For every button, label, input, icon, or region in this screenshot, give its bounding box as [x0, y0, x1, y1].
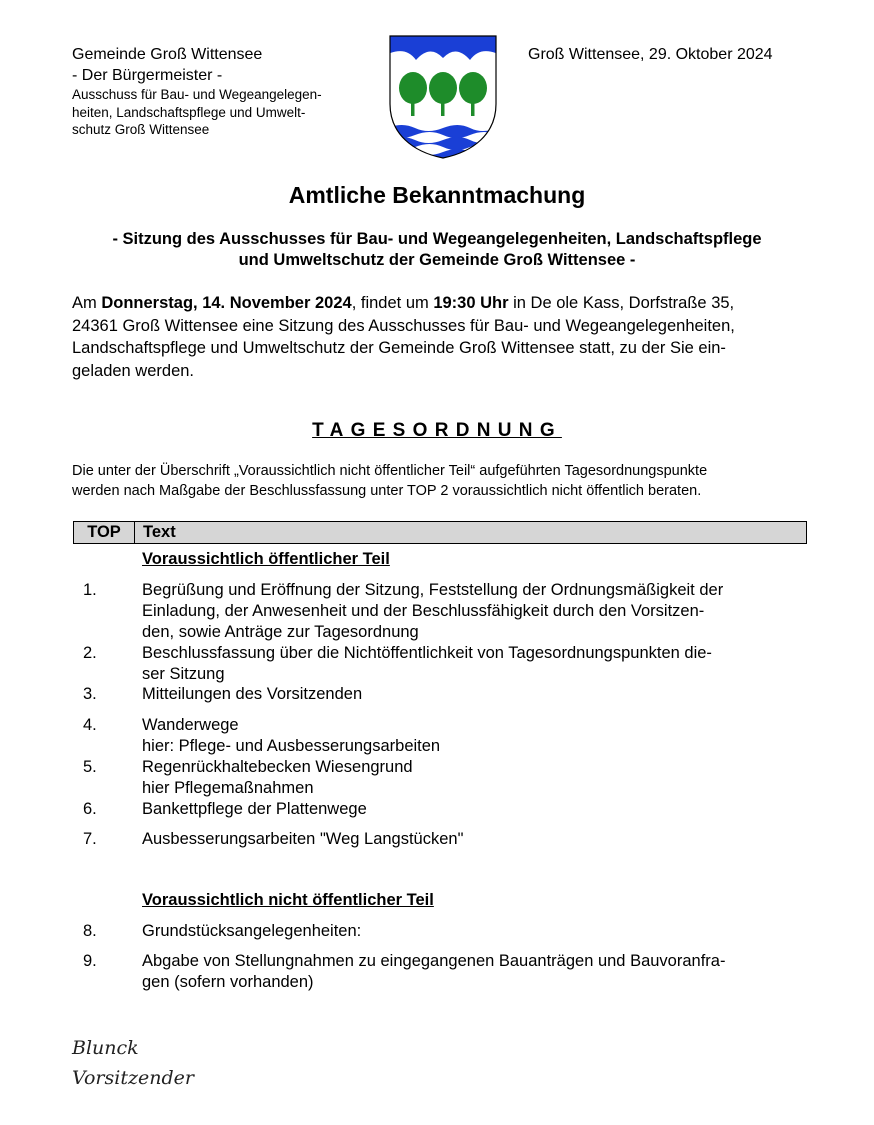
agenda-item-number: 5.: [83, 758, 97, 776]
agenda-item-line: Grundstücksangelegenheiten:: [142, 922, 362, 940]
column-header-top: TOP: [74, 522, 135, 543]
note-line: Die unter der Überschrift „Voraussichtlich nicht öffentlicher Teil“ aufgeführten Tagesordnungspunkte: [72, 463, 708, 479]
place-date: Groß Wittensee, 29. Oktober 2024: [528, 46, 773, 63]
sender-block: [72, 44, 322, 139]
intro-line: [72, 292, 812, 315]
signature-name: Blunck: [72, 1037, 139, 1059]
intro-text: Am: [72, 294, 102, 312]
agenda-item-number: 3.: [83, 685, 97, 703]
column-header-text: Text: [143, 523, 176, 541]
agenda-item-text: [142, 951, 802, 993]
agenda-item-number: 8.: [83, 922, 97, 940]
agenda-item-number: 9.: [83, 952, 97, 970]
signature: [72, 1033, 194, 1093]
agenda-item-line: Wanderwege: [142, 716, 239, 734]
agenda-item-text: [142, 715, 802, 757]
agenda-item-text: [142, 643, 802, 685]
intro-line: geladen werden.: [72, 361, 195, 380]
intro-text: in De ole Kass, Dorfstraße 35,: [508, 294, 735, 312]
committee-line: Ausschuss für Bau- und Wegeangelegen-: [72, 87, 322, 102]
subtitle: [60, 229, 814, 271]
agenda-item-line: hier Pflegemaßnahmen: [142, 779, 314, 797]
committee-line: heiten, Landschaftspflege und Umwelt-: [72, 104, 306, 120]
private-section-heading: Voraussichtlich nicht öffentlicher Teil: [142, 891, 434, 909]
intro-line: 24361 Groß Wittensee eine Sitzung des Ausschusses für Bau- und Wegeangelegenheiten,: [72, 316, 735, 335]
agenda-item-line: Mitteilungen des Vorsitzenden: [142, 685, 363, 703]
agenda-item-line: Begrüßung und Eröffnung der Sitzung, Feststellung der Ordnungsmäßigkeit der: [142, 581, 724, 599]
agenda-item-text: [142, 799, 802, 820]
mayor-label: - Der Bürgermeister -: [72, 67, 223, 84]
coat-of-arms-icon: [388, 34, 498, 160]
note-line: werden nach Maßgabe der Beschlussfassung unter TOP 2 voraussichtlich nicht öffentlich beraten.: [72, 482, 702, 499]
meeting-time: 19:30 Uhr: [433, 294, 509, 312]
agenda-item-line: hier: Pflege- und Ausbesserungsarbeiten: [142, 737, 441, 755]
committee-line: schutz Groß Wittensee: [72, 122, 210, 137]
signature-role: Vorsitzender: [72, 1067, 194, 1089]
agenda-item-line: Abgabe von Stellungnahmen zu eingegangenen Bauanträgen und Bauvoranfra-: [142, 952, 726, 970]
agenda-item-text: [142, 580, 802, 643]
agenda-heading: TAGESORDNUNG: [312, 420, 562, 441]
agenda-item-line: Einladung, der Anwesenheit und der Beschlussfähigkeit durch den Vorsitzen-: [142, 602, 705, 620]
agenda-item-text: [142, 829, 802, 850]
agenda-item-number: 2.: [83, 644, 97, 662]
agenda-item-line: Regenrückhaltebecken Wiesengrund: [142, 758, 413, 776]
agenda-note: [72, 462, 812, 501]
page-title: Amtliche Bekanntmachung: [288, 182, 586, 208]
agenda-item-line: den, sowie Anträge zur Tagesordnung: [142, 623, 419, 641]
agenda-table-header: [73, 521, 807, 544]
agenda-item-number: 6.: [83, 800, 97, 818]
agenda-item-text: [142, 757, 802, 799]
agenda-item-text: [142, 921, 802, 942]
agenda-item-number: 4.: [83, 716, 97, 734]
agenda-item-line: Beschlussfassung über die Nichtöffentlichkeit von Tagesordnungspunkten die-: [142, 644, 712, 662]
meeting-date: Donnerstag, 14. November 2024: [101, 294, 352, 312]
intro-text: , findet um: [351, 294, 434, 312]
municipality-name: Gemeinde Groß Wittensee: [72, 46, 263, 63]
intro-paragraph: [72, 292, 812, 382]
agenda-item-line: Ausbesserungsarbeiten "Weg Langstücken": [142, 830, 464, 848]
subtitle-line: - Sitzung des Ausschusses für Bau- und Wegeangelegenheiten, Landschaftspflege: [112, 230, 762, 248]
agenda-item-number: 1.: [83, 581, 97, 599]
intro-line: Landschaftspflege und Umweltschutz der Gemeinde Groß Wittensee statt, zu der Sie ein-: [72, 339, 726, 357]
agenda-item-line: Bankettpflege der Plattenwege: [142, 800, 367, 818]
public-section-heading: Voraussichtlich öffentlicher Teil: [142, 550, 390, 568]
agenda-item-line: gen (sofern vorhanden): [142, 973, 314, 991]
subtitle-line: und Umweltschutz der Gemeinde Groß Wittensee -: [238, 251, 636, 269]
agenda-item-number: 7.: [83, 830, 97, 848]
agenda-item-line: ser Sitzung: [142, 665, 225, 683]
agenda-item-text: [142, 684, 802, 705]
